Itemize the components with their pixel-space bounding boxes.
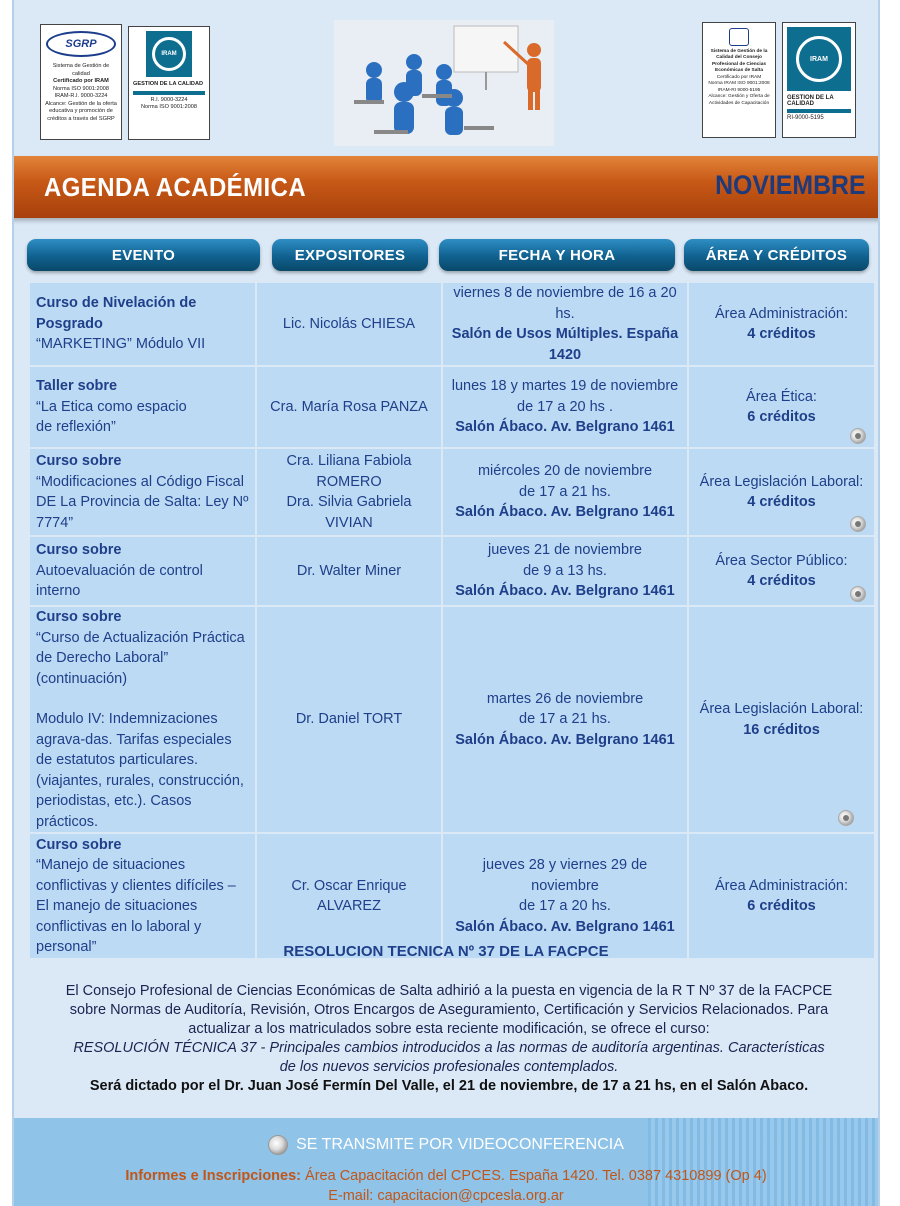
- agenda-banner: [12, 156, 880, 218]
- column-header-expositores: EXPOSITORES: [272, 239, 428, 271]
- resolution-course: RESOLUCIÓN TÉCNICA 37 - Principales cambios introducidos a las normas de auditoría argentinas. Características de los nuevos servicios profesionales contemplados.: [73, 1040, 825, 1075]
- event-description: “Curso de Actualización Práctica de Derecho Laboral” (continuación): [36, 629, 245, 687]
- column-header-area: ÁREA Y CRÉDITOS: [684, 239, 869, 271]
- credits-label: 4 créditos: [747, 326, 816, 342]
- webcam-icon: [268, 1135, 288, 1155]
- page: [12, 0, 880, 1206]
- event-description: “MARKETING” Módulo VII: [36, 336, 206, 353]
- cpce-line: Certificado por IRAM: [716, 74, 762, 80]
- cpce-line: Norma IRAM ISO 9001:2008: [708, 81, 770, 87]
- area-label: Área Administración:: [715, 877, 848, 894]
- event-place: Salón Ábaco. Av. Belgrano 1461: [455, 583, 675, 600]
- table-row: [29, 536, 875, 606]
- event-title: Curso sobre: [36, 836, 122, 853]
- event-title: Curso sobre: [36, 609, 122, 625]
- area-label: Área Legislación Laboral:: [699, 473, 864, 490]
- resolution-title: RESOLUCION TECNICA Nº 37 DE LA FACPCE: [283, 943, 609, 960]
- videoconference-label: SE TRANSMITE POR VIDEOCONFERENCIA: [296, 1136, 624, 1153]
- cpce-line: Sistema de Gestión de la Calidad del Consejo Profesional de Ciencias Económicas de Salta: [710, 49, 768, 74]
- speaker-name: Dra. Silvia Gabriela VIVIAN: [286, 494, 412, 531]
- speaker-name: Dr. Daniel TORT: [295, 711, 403, 728]
- cpce-line: IRAM-RI 9000-5195: [717, 87, 761, 93]
- table-row: [29, 282, 875, 366]
- agenda-table: [28, 281, 876, 960]
- event-place: Salón Ábaco. Av. Belgrano 1461: [455, 419, 675, 436]
- sgrp-logo-mark: SGRP: [46, 31, 116, 57]
- sgrp-line: Certificado por IRAM: [53, 78, 109, 85]
- speaker-name: Cra. María Rosa PANZA: [270, 398, 428, 415]
- iram-title: GESTION DE LA CALIDAD: [133, 81, 204, 87]
- sgrp-line: Norma ISO 9001:2008: [53, 85, 109, 92]
- event-title: Curso sobre: [36, 453, 122, 469]
- table-row: [29, 366, 875, 448]
- info-text: Área Capacitación del CPCES. España 1420. Tel. 0387 4310899 (Op 4): [305, 1168, 767, 1184]
- credits-label: 4 créditos: [747, 494, 816, 510]
- webcam-icon: [850, 428, 866, 444]
- event-time: de 17 a 21 hs.: [519, 711, 611, 728]
- sgrp-line: Alcance: Gestión de la oferta educativa y promoción de créditos a través del SGRP: [45, 100, 117, 122]
- event-title: Curso sobre: [36, 542, 122, 559]
- webcam-icon: [850, 516, 866, 532]
- speaker-name: Lic. Nicolás CHIESA: [282, 315, 416, 332]
- event-date: martes 26 de noviembre: [486, 690, 644, 707]
- column-header-evento: EVENTO: [27, 239, 260, 271]
- event-description: “Manejo de situaciones conflictivas y clientes difíciles – El manejo de situaciones conflictivas en lo laboral y personal”: [36, 857, 236, 955]
- event-description: Autoevaluación de control interno: [36, 562, 203, 600]
- event-time: de 17 a 21 hs.: [519, 483, 611, 500]
- divider: [133, 91, 205, 95]
- event-time: de 17 a 20 hs .: [517, 398, 613, 415]
- info-label: Informes e Inscripciones:: [125, 1168, 301, 1184]
- event-description: “Modificaciones al Código Fiscal DE La Provincia de Salta: Ley Nº 7774”: [36, 473, 249, 531]
- event-description: “La Etica como espacio de reflexión”: [36, 398, 187, 436]
- speaker-name: Cra. Liliana Fabiola ROMERO: [286, 453, 412, 490]
- table-row: [29, 833, 875, 959]
- sgrp-line: Sistema de Gestión de calidad: [52, 63, 110, 77]
- iram-logo-right: [782, 22, 856, 138]
- table-row: [29, 606, 875, 833]
- iram-line: Norma ISO 9001:2008: [141, 104, 197, 111]
- area-label: Área Administración:: [715, 305, 848, 322]
- speaker-name: Cr. Oscar Enrique ALVAREZ: [291, 877, 407, 914]
- event-date: jueves 28 y viernes 29 de noviembre: [482, 857, 648, 894]
- contact-info: [14, 1166, 878, 1206]
- event-date: jueves 21 de noviembre: [488, 542, 642, 559]
- divider: [787, 109, 851, 113]
- event-place: Salón Ábaco. Av. Belgrano 1461: [455, 731, 675, 748]
- cpce-emblem-icon: [729, 28, 749, 46]
- cpce-line: Alcance: Gestión y Oferta de Actividades de Capacitación: [708, 94, 770, 106]
- event-date: viernes 8 de noviembre de 16 a 20 hs.: [453, 285, 677, 322]
- event-place: Salón Ábaco. Av. Belgrano 1461: [455, 504, 675, 521]
- iram-mark-icon: IRAM: [787, 27, 851, 91]
- webcam-icon: [838, 810, 854, 826]
- area-label: Área Ética:: [746, 388, 817, 405]
- event-title: Taller sobre: [36, 378, 118, 395]
- speaker-name: Dr. Walter Miner: [296, 562, 402, 579]
- page-title: AGENDA ACADÉMICA: [44, 172, 307, 202]
- event-time: de 9 a 13 hs.: [523, 562, 607, 579]
- event-place: Salón Ábaco. Av. Belgrano 1461: [455, 918, 675, 935]
- month-label: NOVIEMBRE: [715, 170, 866, 200]
- resolution-body: El Consejo Profesional de Ciencias Económicas de Salta adhirió a la puesta en vigencia de la R T Nº 37 de la FACPCE sobre Normas de Auditoría, Revisión, Otros Encargos de Aseguramiento, Certificación y Servicios Relacionados. Para actualizar a los matriculados sobre esta reciente modificación, se ofrece el curso:: [65, 983, 833, 1037]
- table-row: [29, 448, 875, 536]
- webcam-icon: [850, 586, 866, 602]
- credits-label: 4 créditos: [747, 573, 816, 589]
- area-label: Área Sector Público:: [715, 552, 848, 569]
- iram-title: GESTION DE LA CALIDAD: [787, 95, 834, 107]
- videoconference-notice: [14, 1135, 878, 1155]
- sgrp-certification-logo: [40, 24, 122, 140]
- credits-label: 16 créditos: [743, 721, 820, 738]
- event-place: Salón de Usos Múltiples. España 1420: [451, 326, 679, 363]
- resolution-dictation: Será dictado por el Dr. Juan José Fermín Del Valle, el 21 de noviembre, de 17 a 21 hs, en el Salón Abaco.: [89, 1078, 809, 1094]
- event-module-details: Modulo IV: Indemnizaciones agrava-das. Tarifas especiales de estatutos particulares. (viajantes, rurales, construcción, periodistas, etc.). Casos prácticos.: [36, 711, 244, 830]
- credits-label: 6 créditos: [747, 409, 816, 425]
- sgrp-line: IRAM-R.I. 9000-3224: [54, 93, 108, 100]
- iram-logo-left: [128, 26, 210, 140]
- event-date: lunes 18 y martes 19 de noviembre: [451, 378, 679, 395]
- event-title: Curso de Nivelación de Posgrado: [36, 295, 197, 332]
- column-header-fecha: FECHA Y HORA: [439, 239, 675, 271]
- iram-line: RI-9000-5195: [787, 115, 824, 121]
- area-label: Área Legislación Laboral:: [699, 701, 864, 717]
- event-date: miércoles 20 de noviembre: [477, 463, 653, 480]
- credits-label: 6 créditos: [747, 898, 816, 914]
- event-time: de 17 a 20 hs.: [519, 898, 611, 914]
- cpce-certification-logo: [702, 22, 776, 138]
- contact-email[interactable]: E-mail: capacitacion@cpcesla.org.ar: [328, 1188, 564, 1204]
- resolution-section: [64, 982, 834, 1096]
- iram-line: R.I. 9000-3224: [150, 96, 188, 103]
- iram-mark-icon: IRAM: [146, 31, 192, 77]
- classroom-illustration: [334, 20, 554, 146]
